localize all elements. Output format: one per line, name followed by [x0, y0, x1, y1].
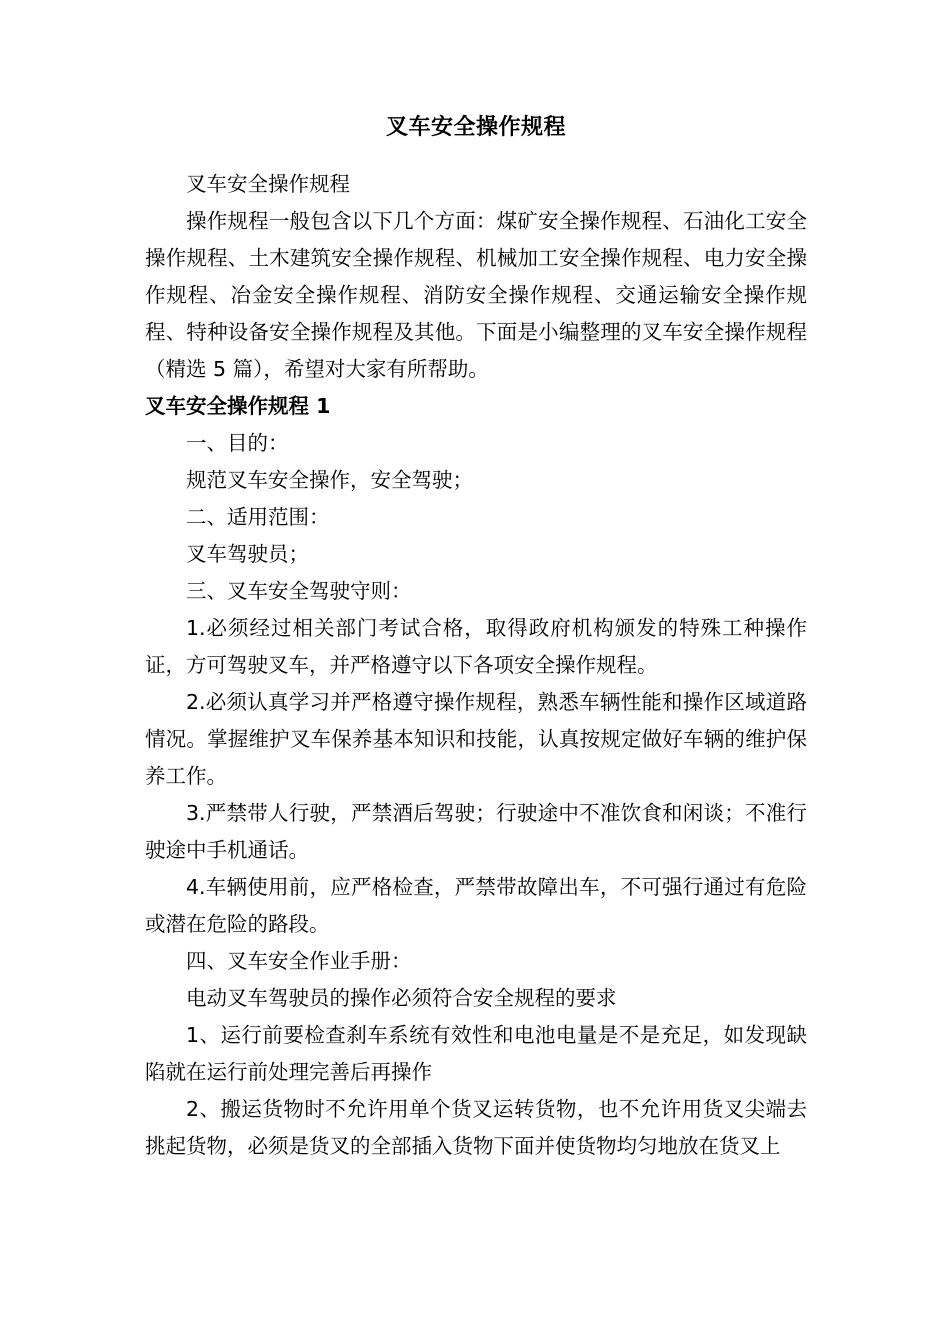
section-heading: 叉车安全操作规程 1 — [145, 394, 331, 418]
paragraph: 四、叉车安全作业手册： — [186, 949, 412, 973]
document-page — [145, 108, 807, 1165]
paragraph: 三、叉车安全驾驶守则： — [186, 579, 412, 603]
paragraph: 1.必须经过相关部门考试合格，取得政府机构颁发的特殊工种操作证，方可驾驶叉车，并严格遵守以下各项安全操作规程。 — [145, 616, 807, 677]
document-body — [145, 166, 807, 1165]
paragraph: 2.必须认真学习并严格遵守操作规程，熟悉车辆性能和操作区域道路情况。掌握维护叉车保养基本知识和技能，认真按规定做好车辆的维护保养工作。 — [145, 690, 807, 788]
paragraph: 一、目的： — [186, 431, 289, 455]
paragraph: 3.严禁带人行驶，严禁酒后驾驶；行驶途中不准饮食和闲谈；不准行驶途中手机通话。 — [145, 801, 807, 862]
paragraph: 电动叉车驾驶员的操作必须符合安全规程的要求 — [186, 986, 617, 1010]
paragraph: 1、运行前要检查刹车系统有效性和电池电量是不是充足，如发现缺陷就在运行前处理完善后再操作 — [145, 1023, 807, 1084]
paragraph: 2、搬运货物时不允许用单个货叉运转货物，也不允许用货叉尖端去挑起货物，必须是货叉的全部插入货物下面并使货物均匀地放在货叉上 — [145, 1097, 807, 1158]
document-title: 叉车安全操作规程 — [385, 115, 566, 140]
paragraph: 4.车辆使用前，应严格检查，严禁带故障出车，不可强行通过有危险或潜在危险的路段。 — [145, 875, 807, 936]
paragraph: 规范叉车安全操作，安全驾驶； — [186, 468, 473, 492]
paragraph: 二、适用范围： — [186, 505, 330, 529]
paragraph: 叉车安全操作规程 — [186, 172, 350, 196]
paragraph: 操作规程一般包含以下几个方面：煤矿安全操作规程、石油化工安全操作规程、土木建筑安全操作规程、机械加工安全操作规程、电力安全操作规程、冶金安全操作规程、消防安全操作规程、交通运输安全操作规程、特种设备安全操作规程及其他。下面是小编整理的叉车安全操作规程（精选 5 篇），希望对大家有所帮助。 — [145, 209, 807, 381]
paragraph: 叉车驾驶员； — [186, 542, 309, 566]
